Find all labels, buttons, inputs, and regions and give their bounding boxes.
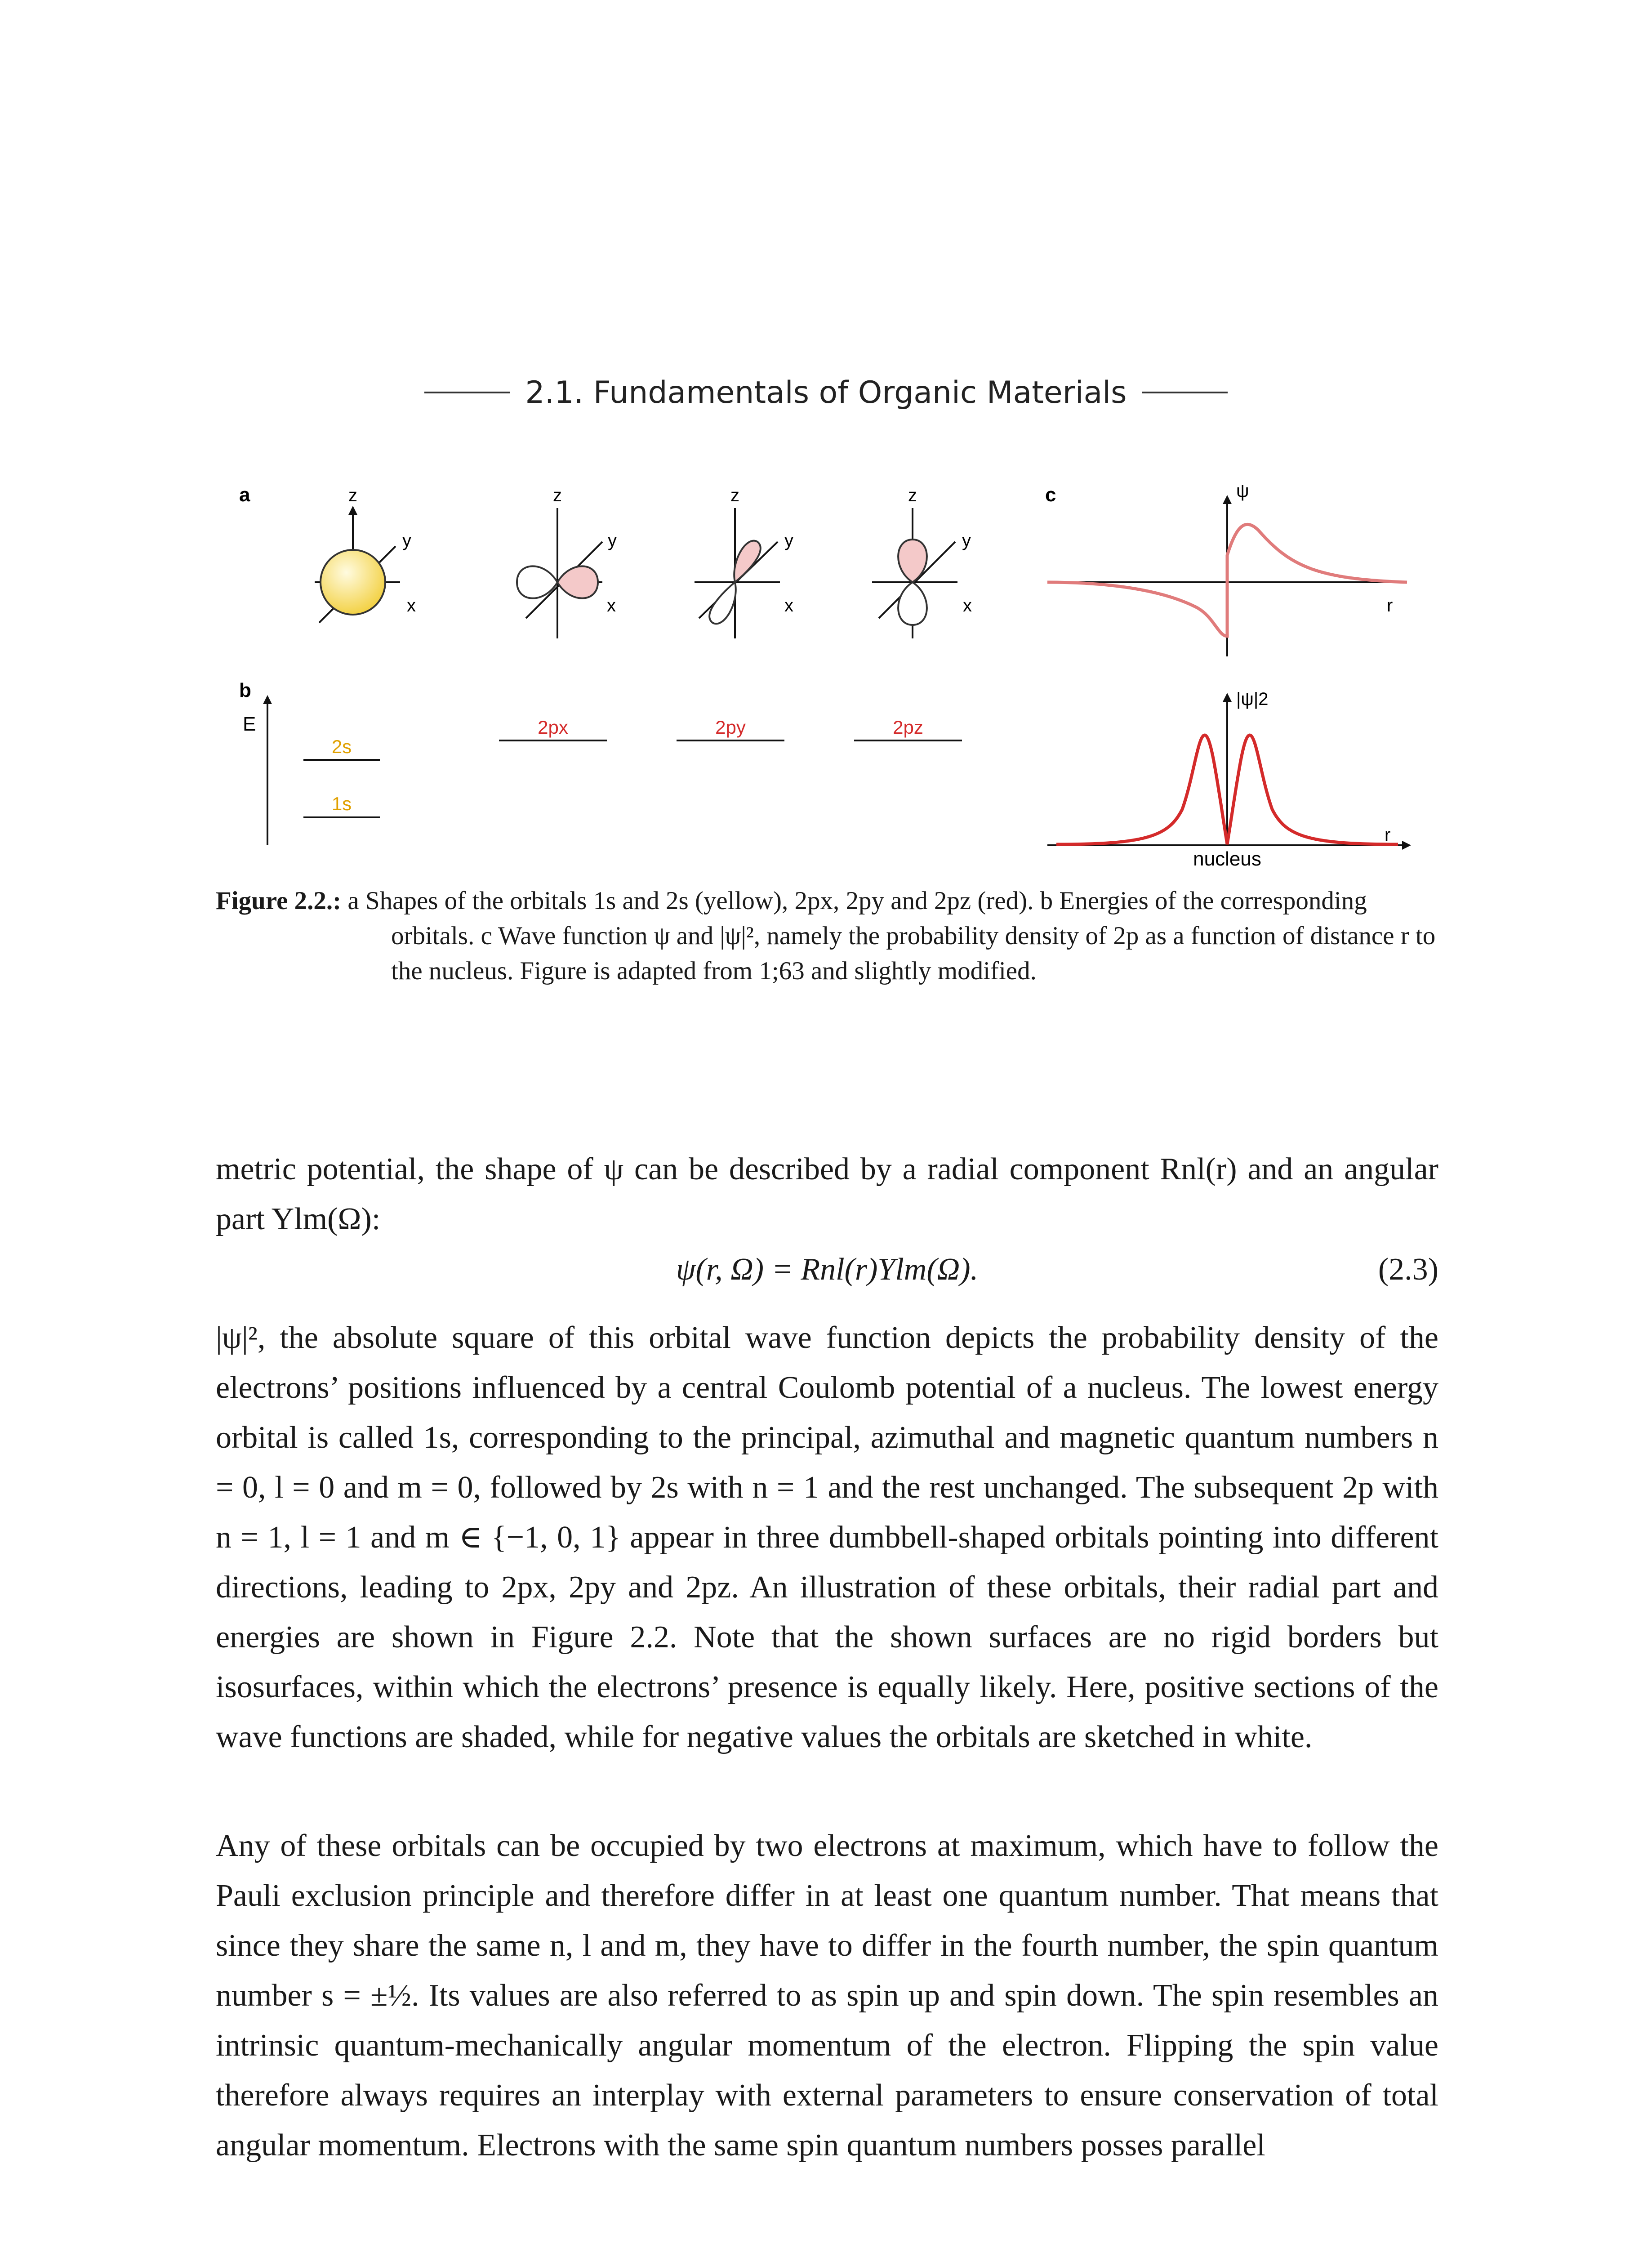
psi-squared-label: |ψ|2 [1236, 689, 1269, 709]
axis-x-2: x [607, 596, 616, 616]
axis-y-4: y [962, 531, 971, 550]
panel-label-a: a [239, 484, 250, 506]
axis-z-3: z [730, 486, 739, 505]
nucleus-label: nucleus [1193, 848, 1261, 870]
axis-y-1: y [402, 531, 411, 550]
s-orbital-sphere [321, 550, 385, 615]
px-orbital [517, 486, 617, 638]
panel-label-b: b [239, 679, 251, 701]
equation-formula: ψ(r, Ω) = Rnl(r)Ylm(Ω). [676, 1252, 979, 1287]
equation-number: (2.3) [1378, 1252, 1438, 1287]
header-rule-right [1142, 392, 1228, 393]
figure-caption [216, 883, 1438, 989]
axis-x-4: x [963, 596, 972, 616]
paragraph-3-text: Any of these orbitals can be occupied by two electrons at maximum, which have to follow the Pauli exclusion principle and therefore differ in at least one quantum number. That means that since they share the same n, l and m, they have to differ in the fourth number, the spin quantum number s = ±½. Its values are also referred to as spin up and spin down. The spin resembles an intrinsic quantum-mechanically angular momentum of the electron. Flipping the spin value therefore always requires an interplay with external parameters to ensure conservation of total angular momentum. Electrons with the same spin quantum numbers posses parallel [216, 1829, 1438, 2163]
axis-x-3: x [784, 596, 793, 616]
axis-y-2: y [608, 531, 617, 550]
r-axis-label-top: r [1387, 596, 1393, 616]
axis-z-2: z [553, 486, 562, 505]
r-axis-label-bottom: r [1385, 825, 1391, 845]
axis-z-4: z [908, 486, 917, 505]
level-label-2px: 2px [538, 717, 568, 738]
orbital-figure [211, 468, 1443, 872]
level-label-2py: 2py [715, 717, 746, 738]
header-rule-left [424, 392, 510, 393]
wavefunction-plots [1047, 481, 1409, 870]
header-title: 2.1. Fundamentals of Organic Materials [525, 375, 1127, 410]
caption-label: Figure 2.2.: [216, 887, 342, 915]
caption-body [216, 883, 1438, 989]
level-label-1s: 1s [331, 793, 352, 814]
paragraph-2-text: |ψ|², the absolute square of this orbital wave function depicts the probability density of the electrons’ positions influenced by a central Coulomb potential of a nucleus. The lowest energy orbital is called 1s, corresponding to the principal, azimuthal and magnetic quantum numbers n = 0, l = 0 and m = 0, followed by 2s with n = 1 and the rest unchanged. The subsequent 2p with n = 1, l = 1 and m ∈ {−1, 0, 1} appear in three dumbbell-shaped orbitals pointing into different directions, leading to 2px, 2py and 2pz. An illustration of these orbitals, their radial part and energies are shown in Figure 2.2. Note that the shown surfaces are no rigid borders but isosurfaces, within which the electrons’ presence is equally likely. Here, positive sections of the wave functions are shaded, while for negative values the orbitals are sketched in white. [216, 1320, 1438, 1754]
py-orbital [695, 486, 793, 638]
paragraph-3 [216, 1821, 1438, 2170]
energy-axis-label: E [243, 713, 256, 735]
paragraph-1-text: metric potential, the shape of ψ can be described by a radial component Rnl(r) and an angular part Ylm(Ω): [216, 1152, 1438, 1236]
caption-text: a Shapes of the orbitals 1s and 2s (yellow), 2px, 2py and 2pz (red). b Energies of the corresponding orbitals. c Wave function ψ and |ψ|², namely the probability density of 2p as a function of distance r to the nucleus. Figure is adapted from 1;63 and slightly modified. [347, 887, 1436, 985]
axis-z-1: z [348, 486, 357, 505]
level-label-2s: 2s [331, 736, 352, 757]
axis-x-1: x [407, 596, 416, 616]
panel-label-c: c [1045, 484, 1056, 506]
energy-diagram [243, 697, 962, 845]
paragraph-1 [216, 1144, 1438, 1244]
pz-orbital [872, 486, 972, 638]
paragraph-2 [216, 1313, 1438, 1762]
psi-axis-label: ψ [1236, 481, 1249, 501]
running-header [0, 372, 1652, 413]
equation-2-3 [216, 1244, 1438, 1294]
axis-y-3: y [784, 531, 793, 550]
s-orbital [315, 486, 416, 623]
level-label-2pz: 2pz [893, 717, 923, 738]
